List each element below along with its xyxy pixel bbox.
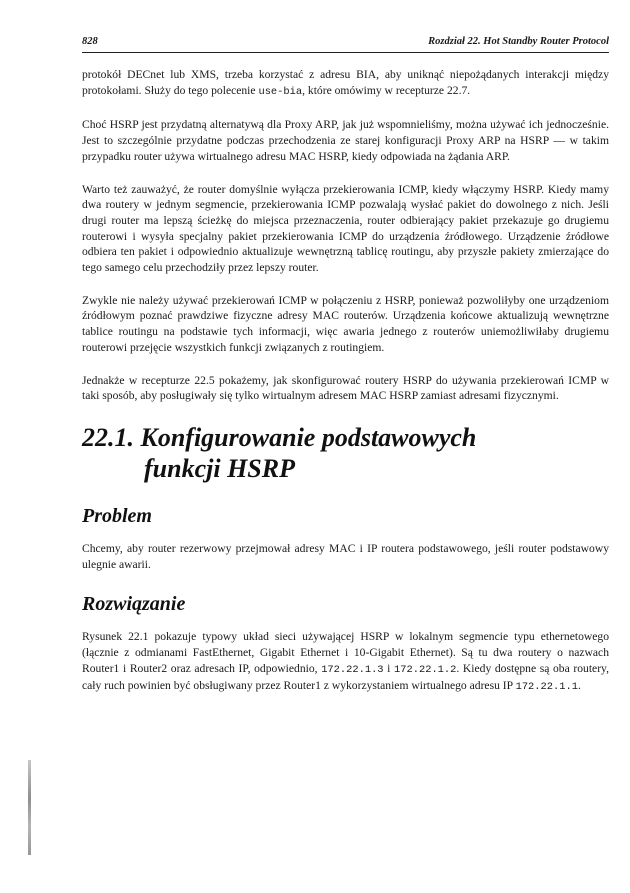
section-heading (82, 422, 609, 484)
paragraph-icmp-warning: Zwykle nie należy używać przekierowań ICMP w połączeniu z HSRP, ponieważ pozwoliłyby one urządzeniom źródłowym poznać prawdziwe fizyczne adresy MAC routerów. Urządzenia końcowe aktualizują wewnętrzne tablice routingu na podstawie tych informacji, więc awaria jednego z routerów uniemożliwiłaby drugiemu routerowi przejęcie wszystkich funkcji związanych z routingiem. (82, 293, 609, 354)
ip-virtual: 172.22.1.1 (515, 681, 578, 694)
solution-text: Rysunek 22.1 pokazuje typowy układ sieci używającej HSRP w lokalnym segmencie typu ethernetowego (łącznie z odmianami FastEthernet, Gigabit Ethernet i 10-Gigabit Ethernet). Są tu dwa routery o nazwach Router1 i Router2 oraz adresach IP, odpowiednio, 172.22.1.3 i 172.22.1.2. Kiedy dostępne są oba routery, cały ruch powinien być obsługiwany przez Router1 z wykorzystaniem wirtualnego adresu IP 172.22.1.1. (82, 630, 609, 694)
page-content (82, 67, 609, 713)
solution-heading: Rozwiązanie (82, 593, 186, 616)
section-heading-line1: 22.1. Konfigurowanie podstawowych (82, 422, 477, 452)
running-header (82, 36, 609, 53)
problem-text: Chcemy, aby router rezerwowy przejmował adresy MAC i IP routera podstawowego, jeśli router podstawowy ulegnie awarii. (82, 541, 609, 571)
ip-router2: 172.22.1.2 (394, 663, 457, 676)
ip-router1: 172.22.1.3 (321, 663, 384, 676)
paragraph-icmp-redirects: Warto też zauważyć, że router domyślnie wyłącza przekierowania ICMP, kiedy włączymy HSRP. Kiedy mamy dwa routery w jednym segmencie, przekierowania ICMP pozwalają wysłać pakiet do dowolnego z nich. Jeśli drugi router ma lepszą ścieżkę do miejsca przeznaczenia, router odbierający pakiet przekazuje go drugiemu routerowi i wysyła specjalny pakiet przekierowania ICMP do urządzenia źródłowego. Urządzenie źródłowe odbiera ten pakiet i odpowiednio aktualizuje wewnętrzną tablicę routingu, aby przyszłe pakiety zmierzające do tego samego celu przechodziły przez lepszy router. (82, 182, 609, 275)
paragraph-bia: protokół DECnet lub XMS, trzeba korzystać z adresu BIA, aby uniknąć niepożądanych interakcji między protokołami. Służy do tego polecenie use-bia, które omówimy w recepturze 22.7. (82, 68, 609, 98)
section-heading-line2: funkcji HSRP (144, 453, 295, 483)
inline-code-use-bia: use-bia (258, 85, 303, 98)
problem-heading: Problem (82, 504, 152, 527)
paragraph-proxy-arp: Choć HSRP jest przydatną alternatywą dla Proxy ARP, jak już wspomnieliśmy, można używać ich jednocześnie. Jest to szczególnie przydatne podczas przechodzenia ze starej konfiguracji Proxy ARP na HSRP — w takim przypadku router używa wirtualnego adresu MAC HSRP, kiedy odpowiada na żądania ARP. (82, 118, 609, 163)
paragraph-recipe-reference: Jednakże w recepturze 22.5 pokażemy, jak skonfigurować routery HSRP do używania przekierowań ICMP w taki sposób, aby posługiwały się tylko wirtualnym adresem MAC HSRP zamiast adresami fizycznymi. (82, 373, 609, 403)
scan-edge-mark (28, 760, 31, 855)
page-number: 828 (82, 36, 98, 47)
chapter-title: Rozdział 22. Hot Standby Router Protocol (428, 36, 609, 47)
